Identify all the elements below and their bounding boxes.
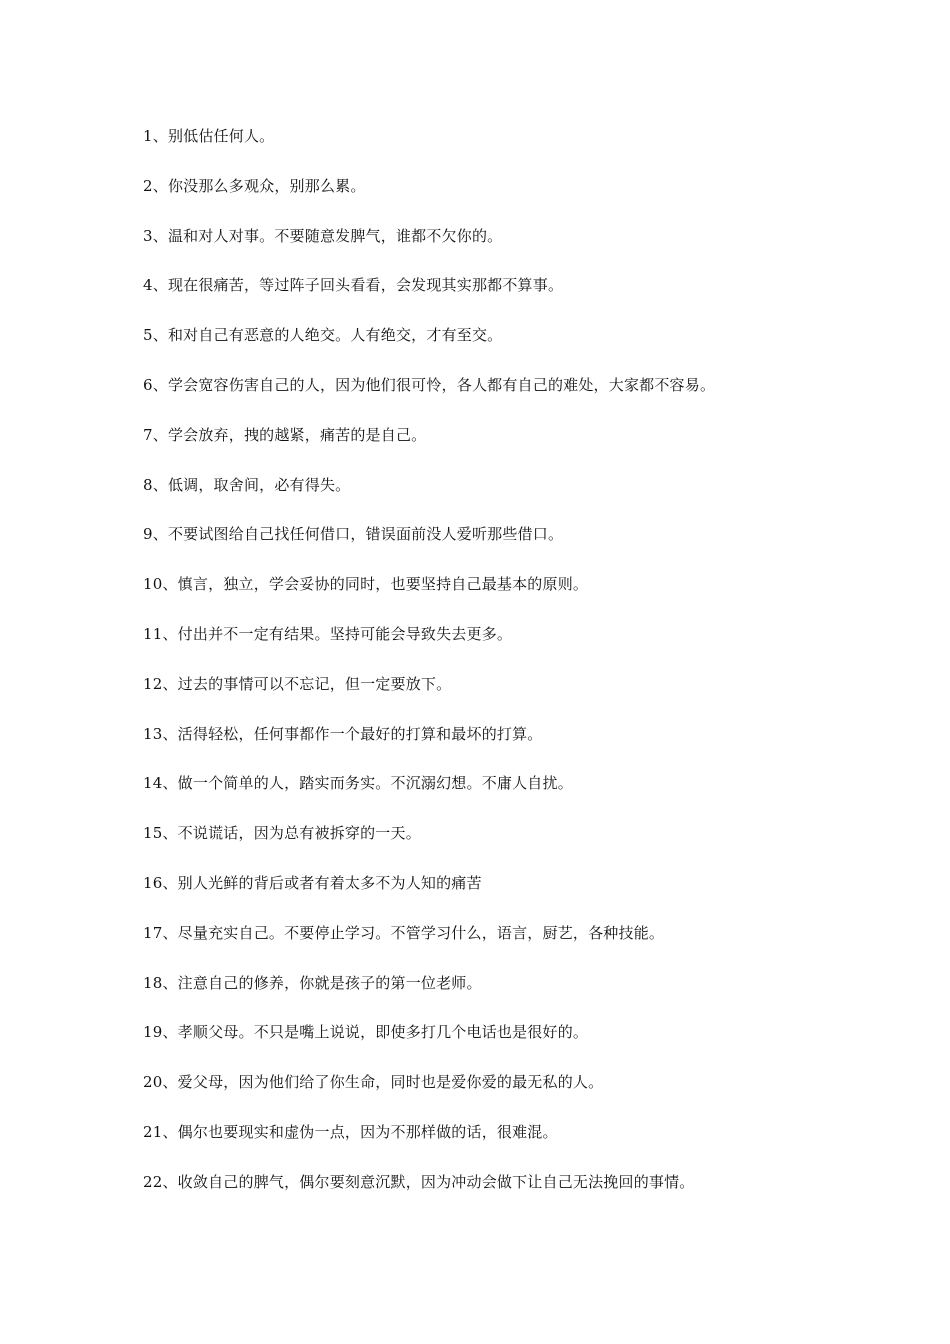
- list-item: 10、慎言，独立，学会妥协的同时，也要坚持自己最基本的原则。: [143, 575, 589, 594]
- list-item: 20、爱父母，因为他们给了你生命，同时也是爱你爱的最无私的人。: [143, 1073, 604, 1092]
- list-item: 22、收敛自己的脾气，偶尔要刻意沉默，因为冲动会做下让自己无法挽回的事情。: [143, 1172, 695, 1191]
- list-item: 14、做一个简单的人，踏实而务实。不沉溺幻想。不庸人自扰。: [143, 774, 573, 793]
- list-item: 8、低调，取舍间，必有得失。: [143, 475, 351, 494]
- list-item: 2、你没那么多观众，别那么累。: [143, 176, 366, 195]
- list-item: 6、学会宽容伤害自己的人，因为他们很可怜，各人都有自己的难处，大家都不容易。: [143, 375, 716, 394]
- list-item: 17、尽量充实自己。不要停止学习。不管学习什么，语言，厨艺，各种技能。: [143, 923, 665, 942]
- list-item: 1、别低估任何人。: [143, 127, 275, 145]
- list-item: 21、偶尔也要现实和虚伪一点，因为不那样做的话，很难混。: [143, 1122, 558, 1141]
- list-item: 16、别人光鲜的背后或者有着太多不为人知的痛苦: [143, 873, 482, 892]
- list-item: 19、孝顺父母。不只是嘴上说说，即使多打几个电话也是很好的。: [143, 1023, 589, 1042]
- quote-list: [143, 124, 903, 1220]
- list-item: 3、温和对人对事。不要随意发脾气，谁都不欠你的。: [143, 226, 503, 245]
- list-item: 18、注意自己的修养，你就是孩子的第一位老师。: [143, 973, 482, 992]
- list-item: 13、活得轻松，任何事都作一个最好的打算和最坏的打算。: [143, 724, 543, 743]
- list-item: 12、过去的事情可以不忘记，但一定要放下。: [143, 674, 452, 693]
- list-item: 9、不要试图给自己找任何借口，错误面前没人爱听那些借口。: [143, 525, 564, 544]
- list-item: 15、不说谎话，因为总有被拆穿的一天。: [143, 824, 421, 843]
- list-item: 4、现在很痛苦，等过阵子回头看看，会发现其实那都不算事。: [143, 276, 564, 295]
- list-item: 5、和对自己有恶意的人绝交。人有绝交，才有至交。: [143, 326, 503, 345]
- list-item: 7、学会放弃，拽的越紧，痛苦的是自己。: [143, 425, 427, 444]
- list-item: 11、付出并不一定有结果。坚持可能会导致失去更多。: [143, 624, 513, 643]
